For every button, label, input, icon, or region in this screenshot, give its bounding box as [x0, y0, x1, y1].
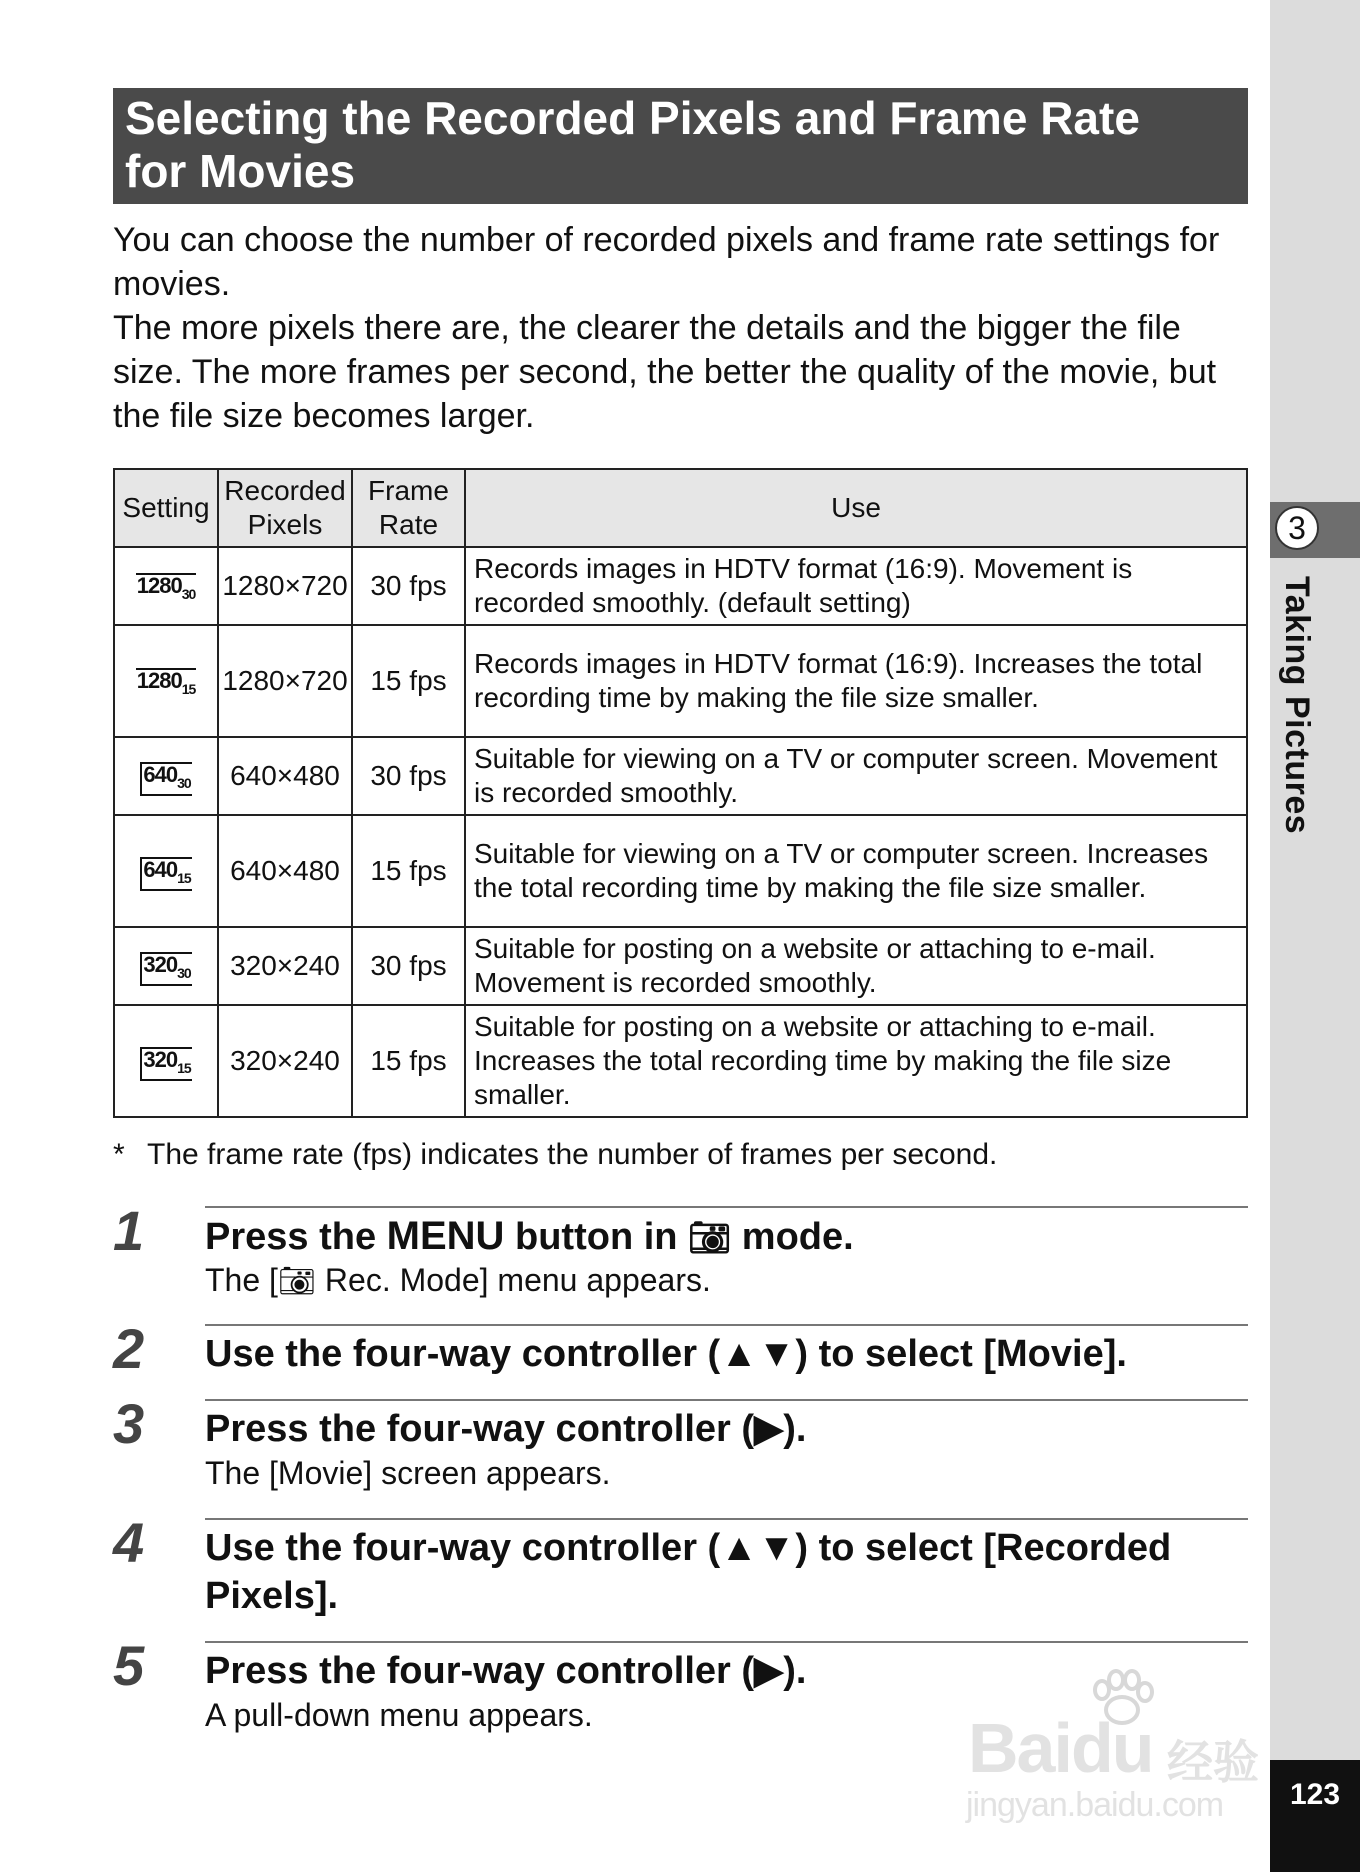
icon-size-text: 640 — [143, 856, 178, 882]
rate-cell: 30 fps — [352, 737, 465, 815]
step-description-part: The [ — [205, 1262, 278, 1298]
table-row — [114, 815, 1247, 927]
step-heading: Press the four-way controller (▶). — [205, 1408, 807, 1450]
watermark-brand — [968, 1708, 1152, 1788]
header-frame-rate — [352, 469, 465, 547]
pixels-cell: 640×480 — [218, 815, 352, 927]
page-title — [113, 88, 1248, 204]
intro-paragraph-1: You can choose the number of recorded pixels and frame rate settings for movies. — [113, 221, 1220, 303]
movie-640-15-icon — [140, 857, 191, 891]
header-pixels-line2: Pixels — [247, 509, 323, 540]
icon-fps-text: 15 — [177, 1059, 191, 1076]
use-cell: Suitable for viewing on a TV or computer screen. Increases the total recording time by making the file size smaller. — [465, 815, 1247, 927]
step-heading-part: mode. — [731, 1216, 854, 1258]
camera-icon: 📷︎ — [688, 1219, 732, 1257]
step-divider — [205, 1518, 1248, 1520]
step-heading: Use the four-way controller (▲▼) to select [Movie]. — [205, 1333, 1127, 1375]
setting-cell — [114, 927, 218, 1005]
menu-button-label: MENU — [386, 1214, 505, 1258]
header-rate-line1: Frame — [368, 475, 449, 506]
pixels-cell: 1280×720 — [218, 547, 352, 625]
camera-icon: 📷︎ — [277, 1265, 317, 1298]
step-divider — [205, 1324, 1248, 1326]
pixels-cell: 1280×720 — [218, 625, 352, 737]
movie-1280-15-icon — [136, 668, 197, 700]
step-heading-part: button in — [504, 1216, 689, 1258]
use-cell: Suitable for viewing on a TV or computer screen. Movement is recorded smoothly. — [465, 737, 1247, 815]
setting-cell — [114, 547, 218, 625]
step-description-part: Rec. Mode] menu appears. — [316, 1262, 711, 1298]
header-pixels-line1: Recorded — [224, 475, 346, 506]
movie-1280-30-icon — [136, 573, 197, 605]
header-recorded-pixels — [218, 469, 352, 547]
table-row — [114, 547, 1247, 625]
header-use: Use — [465, 469, 1247, 547]
step-heading — [205, 1212, 1248, 1262]
use-cell: Records images in HDTV format (16:9). Increases the total recording time by making the file size smaller. — [465, 625, 1247, 737]
footnote-text: The frame rate (fps) indicates the number of frames per second. — [147, 1138, 998, 1171]
step-heading: Press the four-way controller (▶). — [205, 1650, 807, 1692]
movie-320-15-icon — [140, 1047, 191, 1081]
step-heading-line: Pixels]. — [205, 1575, 339, 1617]
movie-settings-table — [113, 468, 1248, 1118]
step-heading-part: Press the — [205, 1216, 387, 1258]
rate-cell: 30 fps — [352, 927, 465, 1005]
step-heading-line: Use the four-way controller (▲▼) to select [Recorded — [205, 1527, 1172, 1569]
table-row — [114, 625, 1247, 737]
icon-fps-text: 15 — [177, 869, 191, 886]
step-description: The [Movie] screen appears. — [205, 1455, 611, 1491]
page-title-line-1: Selecting the Recorded Pixels and Frame Rate — [125, 92, 1140, 144]
step-number: 1 — [113, 1199, 145, 1262]
use-cell: Suitable for posting on a website or attaching to e-mail. Movement is recorded smoothly. — [465, 927, 1247, 1005]
rate-cell: 30 fps — [352, 547, 465, 625]
footnote — [113, 1138, 997, 1172]
baidu-watermark — [962, 1668, 1270, 1838]
step-heading — [205, 1524, 1248, 1620]
icon-size-text: 1280 — [136, 667, 182, 693]
watermark-du: du — [1070, 1709, 1153, 1787]
setting-cell — [114, 737, 218, 815]
watermark-url: jingyan.baidu.com — [966, 1786, 1224, 1824]
page-title-line-2: for Movies — [125, 145, 356, 197]
icon-size-text: 320 — [143, 951, 178, 977]
chapter-title: Taking Pictures — [1278, 576, 1316, 835]
pixels-cell: 320×240 — [218, 1005, 352, 1117]
header-setting: Setting — [114, 469, 218, 547]
intro-text — [113, 218, 1253, 438]
rate-cell: 15 fps — [352, 625, 465, 737]
step-divider — [205, 1399, 1248, 1401]
step-description: A pull-down menu appears. — [205, 1697, 593, 1733]
icon-size-text: 1280 — [136, 572, 182, 598]
icon-fps-text: 15 — [181, 680, 196, 697]
header-rate-line2: Rate — [378, 509, 439, 540]
step-number: 3 — [113, 1392, 145, 1455]
use-cell: Suitable for posting on a website or attaching to e-mail. Increases the total recording time by making the file size smaller. — [465, 1005, 1247, 1117]
step-number: 4 — [113, 1511, 145, 1574]
icon-fps-text: 30 — [181, 585, 196, 602]
use-cell: Records images in HDTV format (16:9). Movement is recorded smoothly. (default setting) — [465, 547, 1247, 625]
watermark-bai: Bai — [968, 1709, 1071, 1787]
setting-cell — [114, 625, 218, 737]
movie-320-30-icon — [140, 952, 191, 986]
setting-cell — [114, 815, 218, 927]
step-divider — [205, 1206, 1248, 1208]
icon-size-text: 320 — [143, 1046, 178, 1072]
step-description — [205, 1262, 711, 1299]
step-number: 2 — [113, 1317, 145, 1380]
rate-cell: 15 fps — [352, 1005, 465, 1117]
table-header-row — [114, 469, 1247, 547]
table-row — [114, 927, 1247, 1005]
step-divider — [205, 1641, 1248, 1643]
icon-fps-text: 30 — [177, 964, 191, 981]
footnote-marker: * — [113, 1138, 125, 1171]
icon-size-text: 640 — [143, 761, 178, 787]
table-row — [114, 1005, 1247, 1117]
pixels-cell: 320×240 — [218, 927, 352, 1005]
rate-cell: 15 fps — [352, 815, 465, 927]
icon-fps-text: 30 — [177, 774, 191, 791]
movie-640-30-icon — [140, 762, 191, 796]
chapter-number: 3 — [1275, 506, 1319, 550]
intro-paragraph-2: The more pixels there are, the clearer the details and the bigger the file size. The more frames per second, the better the quality of the movie, but the file size becomes larger. — [113, 309, 1217, 435]
page-number: 123 — [1270, 1760, 1360, 1872]
chapter-sidebar — [1270, 0, 1360, 1872]
watermark-cn: 经验 — [1167, 1736, 1259, 1788]
setting-cell — [114, 1005, 218, 1117]
step-number: 5 — [113, 1634, 145, 1697]
pixels-cell: 640×480 — [218, 737, 352, 815]
table-row — [114, 737, 1247, 815]
